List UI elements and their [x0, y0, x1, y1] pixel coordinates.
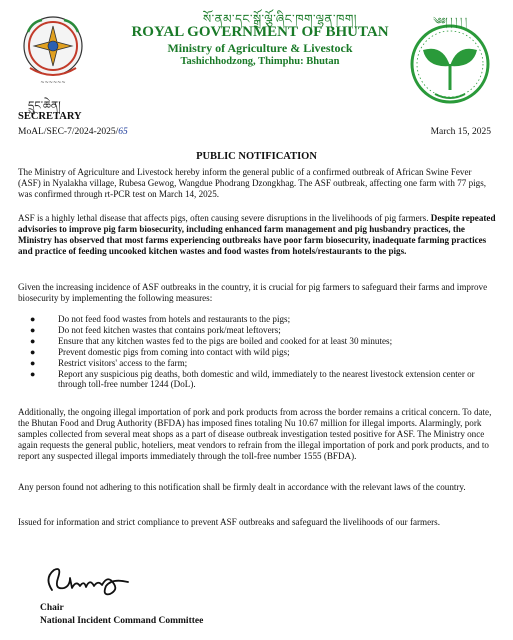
bullet-icon: ● [30, 346, 36, 357]
measures-list [30, 314, 496, 390]
enforcement-paragraph: Any person found not adhering to this notification shall be firmly dealt in accordance with the relevant laws of the country. [18, 482, 466, 492]
illegal-import-paragraph: Additionally, the ongoing illegal importation of pork and pork products from across the border remains a critical concern. To date, the Bhutan Food and Drug Authority (BFDA) has imposed fines totaling Nu 10.67 million for illegal imports. Alarmingly, pork samples collected from several meat shops as a part of disease outbreak investigation tested positive for ASF. The Ministry once again requests the general public, hoteliers, meat vendors to refrain from the illegal importation of pork and pork products, and to report any suspected illegal imports immediately through the toll-free number 1555 (BFDA). [18, 407, 492, 461]
reference-prefix: MoAL/SEC-7/2024-2025/ [18, 127, 119, 137]
compliance-paragraph: Issued for information and strict compliance to prevent ASF outbreaks and safeguard the livelihoods of our farmers. [18, 517, 440, 527]
outbreak-paragraph: The Ministry of Agriculture and Livestock hereby inform the general public of a confirmed outbreak of African Swine Fever (ASF) in Nyalakha village, Rubesa Gewog, Wangdue Phodrang Dzongkhag. The ASF outbreak, affecting one farm with 77 pigs, was confirmed through rt-PCR test on March 14, 2025. [18, 167, 487, 199]
list-item: ● Ensure that any kitchen wastes fed to the pigs are boiled and cooked for at least 30 minutes; [30, 335, 393, 346]
list-item: ● Prevent domestic pigs from coming into contact with wild pigs; [30, 346, 290, 357]
measures-intro-paragraph: Given the increasing incidence of ASF outbreaks in the country, it is crucial for pig farmers to safeguard their farms and improve biosecurity by implementing the following measures: [18, 282, 488, 303]
signature-icon [40, 560, 135, 600]
bullet-icon: ● [30, 324, 36, 335]
ministry-address: Tashichhodzong, Thimphu: Bhutan [180, 56, 340, 67]
svg-text:༄༅། ། ། ། །: ༄༅། ། ། ། ། [432, 17, 468, 27]
signatory-role: Chair [40, 603, 64, 613]
list-item: ● Report any suspicious pig deaths, both domestic and wild, immediately to the nearest livestock extension center or through toll-free number 1244 (DoL). [30, 368, 475, 390]
list-item: ● Restrict visitors' access to the farm; [30, 357, 188, 368]
disease-paragraph [18, 213, 496, 257]
disease-paragraph-lead: ASF is a highly lethal disease that affects pigs, often causing severe disruptions in the livelihoods of pig farmers. [18, 213, 431, 223]
dzongkha-ministry-title: སོ་ནམ་དང་སྒྲོ་ལྕོ་ཞིང་ཁག་ལྷན་ཁག། [203, 12, 357, 26]
svg-text:~~~~~~: ~~~~~~ [40, 80, 66, 86]
national-emblem-icon [20, 12, 86, 88]
bullet-icon: ● [30, 368, 36, 379]
dzongkha-secretary-label: དྲུང་ཆེན། [28, 100, 61, 112]
office-title: SECRETARY [18, 111, 82, 122]
notification-date: March 15, 2025 [430, 127, 491, 137]
signatory-committee: National Incident Command Committee [40, 616, 204, 626]
ministry-logo-icon [405, 10, 495, 110]
disease-paragraph-emphasis: Despite repeated advisories to improve pig farm biosecurity, including enhanced farm management and pig husbandry practices, the Ministry has observed that most farms experiencing outbreaks have poor farm biosecurity, inadequate farming practices and practice of feeding uncooked kitchen wastes and food wastes from hotels/restaurants to the pigs. [18, 213, 496, 256]
bullet-icon: ● [30, 357, 36, 368]
list-item: ● Do not feed kitchen wastes that contains pork/meat leftovers; [30, 324, 281, 335]
list-item: ● Do not feed food wastes from hotels and restaurants to the pigs; [30, 314, 291, 324]
ministry-name: Ministry of Agriculture & Livestock [167, 41, 353, 55]
notification-title: PUBLIC NOTIFICATION [196, 151, 317, 162]
bullet-icon: ● [30, 314, 36, 324]
reference-serial: 65 [118, 127, 128, 137]
bullet-icon: ● [30, 335, 36, 346]
government-title: ROYAL GOVERNMENT OF BHUTAN [131, 24, 389, 40]
reference-number [18, 127, 128, 137]
